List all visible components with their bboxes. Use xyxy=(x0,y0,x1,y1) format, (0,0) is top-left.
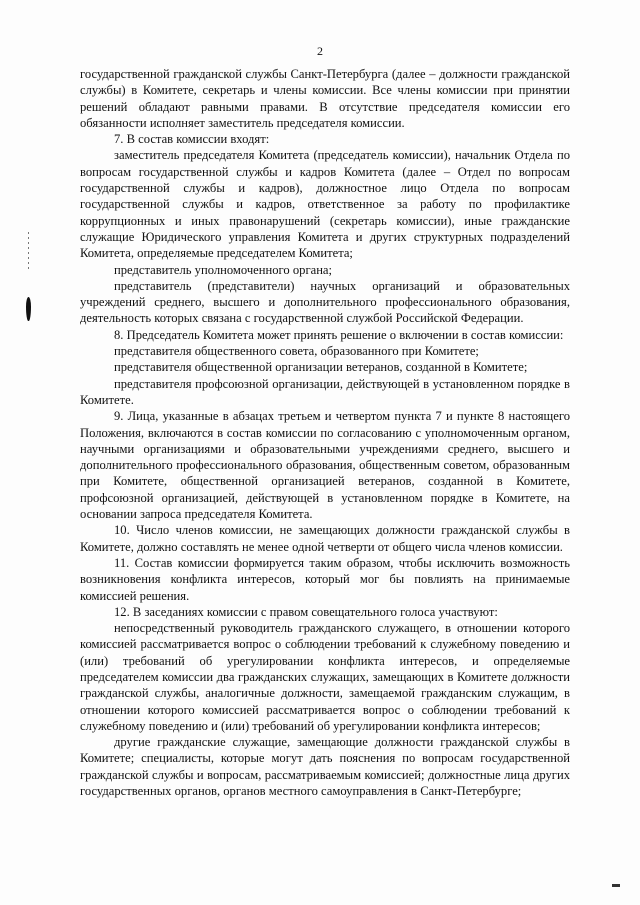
paragraph-item-10: 10. Число членов комиссии, не замещающих должности гражданской службы в Комитете, должно составлять не менее одной четверти от общего числа членов комиссии. xyxy=(80,523,570,554)
paragraph-item-8-union: представителя профсоюзной организации, действующей в установленном порядке в Комитете. xyxy=(80,376,570,407)
paragraph-item-12-supervisor: непосредственный руководитель гражданского служащего, в отношении которого комиссией рассматривается вопрос о соблюдении требований к служебному поведению и (или) требований об урегулировании конфликта интересов, и определяемые председателем комиссии два гражданских служащих, замещающих в Комитете должности гражданской службы, аналогичные должности, замещаемой гражданским служащим, в отношении которого комиссией рассматривается вопрос о соблюдении требований к служебному поведению и (или) требований об урегулировании конфликта интересов; xyxy=(80,621,570,733)
paragraph-item-12: 12. В заседаниях комиссии с правом совещательного голоса участвуют: xyxy=(114,604,498,619)
paragraph-item-7: 7. В состав комиссии входят: xyxy=(114,132,270,147)
paragraph-item-12-others: другие гражданские служащие, замещающие должности гражданской службы в Комитете; специалисты, которые могут дать пояснения по вопросам государственной гражданской службы и вопросам, рассматриваемым комиссией; должностные лица других государственных органов, органов местного самоуправления в Санкт-Петербурге; xyxy=(80,735,570,799)
document-body xyxy=(80,66,570,799)
scan-gutter-line xyxy=(28,232,29,272)
paragraph-continuation: государственной гражданской службы Санкт-Петербурга (далее – должности гражданской службы) в Комитете, секретарь и члены комиссии. Все члены комиссии при принятии решений обладают равными правами. В отсутствие председателя комиссии его обязанности исполняет заместитель председателя комиссии. xyxy=(80,67,570,130)
paragraph-item-8-council: представителя общественного совета, образованного при Комитете; xyxy=(114,344,479,359)
paragraph-item-7-members: заместитель председателя Комитета (председатель комиссии), начальник Отдела по вопросам государственной службы и кадров Комитета (далее – Отдел по вопросам государственной службы и кадров), должностное лицо Отдела по вопросам государственной службы и кадров, ответственное за работу по профилактике коррупционных и иных правонарушений (секретарь комиссии), иные гражданские служащие Юридического управления Комитета и других структурных подразделений Комитета, определяемые председателем Комитета; xyxy=(80,148,570,261)
paragraph-item-7-science: представитель (представители) научных организаций и образовательных учреждений среднего, высшего и дополнительного профессионального образования, деятельность которых связана с государственной службой Российской Федерации. xyxy=(80,278,570,326)
paragraph-item-11: 11. Состав комиссии формируется таким образом, чтобы исключить возможность возникновения конфликта интересов, который мог бы повлиять на принимаемые комиссией решения. xyxy=(80,555,570,603)
paragraph-item-7-authority: представитель уполномоченного органа; xyxy=(114,262,333,277)
scan-ink-mark xyxy=(26,297,31,321)
page-number: 2 xyxy=(317,44,323,58)
paragraph-item-8: 8. Председатель Комитета может принять решение о включении в состав комиссии: xyxy=(114,327,564,342)
paragraph-item-8-veterans: представителя общественной организации ветеранов, созданной в Комитете; xyxy=(114,360,528,375)
scan-edge-mark xyxy=(612,884,620,887)
paragraph-item-9: 9. Лица, указанные в абзацах третьем и четвертом пункта 7 и пункте 8 настоящего Положения, включаются в состав комиссии по согласованию с уполномоченным органом, научными организациями и образовательными учреждениями среднего, высшего и дополнительного профессионального образования, общественным советом, образованным при Комитете, общественной организацией ветеранов, созданной в Комитете, профсоюзной организацией, действующей в установленном порядке в Комитете, на основании запроса председателя Комитета. xyxy=(80,409,570,522)
